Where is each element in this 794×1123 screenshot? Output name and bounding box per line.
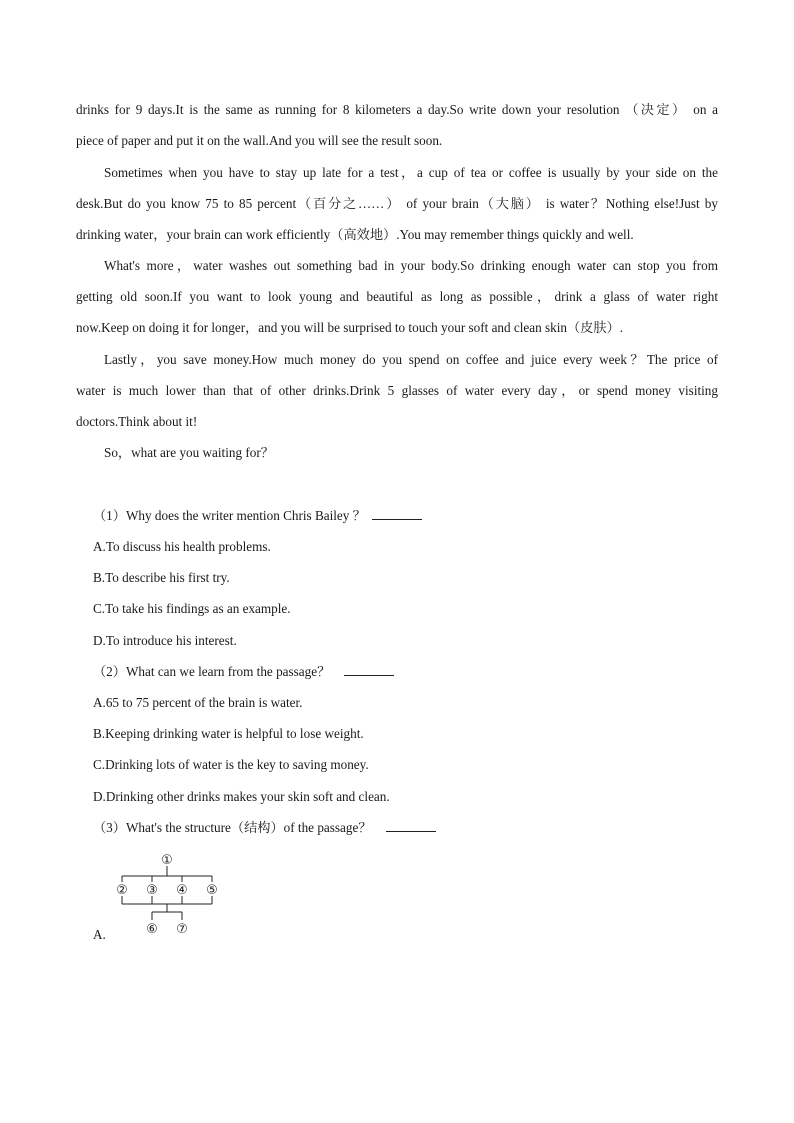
option-c: C.Drinking lots of water is the key to saving money. (93, 757, 369, 772)
diagram-node-7: ⑦ (176, 922, 188, 937)
passage-line: Lastly，you save money.How much money do you spend on coffee and juice every week？The price of (104, 352, 718, 367)
option-a-label: A. (93, 927, 106, 942)
diagram-node-5: ⑤ (206, 883, 218, 898)
question-1-stem-text: （1）Why does the writer mention Chris Bailey ？ (93, 508, 366, 523)
option-b: B.To describe his first try. (93, 570, 230, 585)
option-b: B.Keeping drinking water is helpful to lose weight. (93, 726, 364, 741)
passage-line: piece of paper and put it on the wall.And you will see the result soon. (76, 133, 443, 148)
answer-blank[interactable] (386, 819, 436, 832)
passage-line: What's more，water washes out something bad in your body.So drinking enough water can stop you from (104, 258, 718, 273)
passage-line: doctors.Think about it! (76, 414, 198, 429)
option-a: A.65 to 75 percent of the brain is water. (93, 695, 303, 710)
option-d: D.To introduce his interest. (93, 633, 237, 648)
answer-blank[interactable] (372, 507, 422, 520)
passage-line: desk.But do you know 75 to 85 percent（百分之……） of your brain（大脑） is water？Nothing else!Just by (76, 196, 718, 211)
option-c: C.To take his findings as an example. (93, 601, 291, 616)
diagram-node-3: ③ (146, 883, 158, 898)
diagram-node-4: ④ (176, 883, 188, 898)
question-2-stem-text: （2）What can we learn from the passage？ (93, 664, 331, 679)
diagram-node-6: ⑥ (146, 922, 158, 937)
question-stem (93, 506, 422, 526)
passage-line: So，what are you waiting for？ (104, 445, 274, 460)
passage-line: drinks for 9 days.It is the same as running for 8 kilometers a day.So write down your resolution （决定） on a (76, 102, 718, 117)
passage-line: now.Keep on doing it for longer，and you will be surprised to touch your soft and clean skin（皮肤）. (76, 320, 624, 335)
passage-line: getting old soon.If you want to look young and beautiful as long as possible，drink a glass of water right (76, 289, 718, 304)
question-3-stem-text: （3）What's the structure（结构）of the passage？ (93, 820, 372, 835)
option-d: D.Drinking other drinks makes your skin soft and clean. (93, 789, 390, 804)
passage-line: water is much lower than that of other drinks.Drink 5 glasses of water every day，or spend money visiting (76, 383, 718, 398)
diagram-node-2: ② (116, 883, 128, 898)
question-stem (93, 662, 394, 682)
structure-diagram (114, 848, 224, 940)
option-a: A.To discuss his health problems. (93, 539, 271, 554)
question-stem (93, 818, 436, 838)
passage-line: drinking water，your brain can work efficiently（高效地）.You may remember things quickly and well. (76, 227, 634, 242)
answer-blank[interactable] (344, 663, 394, 676)
diagram-node-1: ① (161, 853, 173, 868)
passage-line: Sometimes when you have to stay up late for a test，a cup of tea or coffee is usually by your side on the (104, 165, 718, 180)
